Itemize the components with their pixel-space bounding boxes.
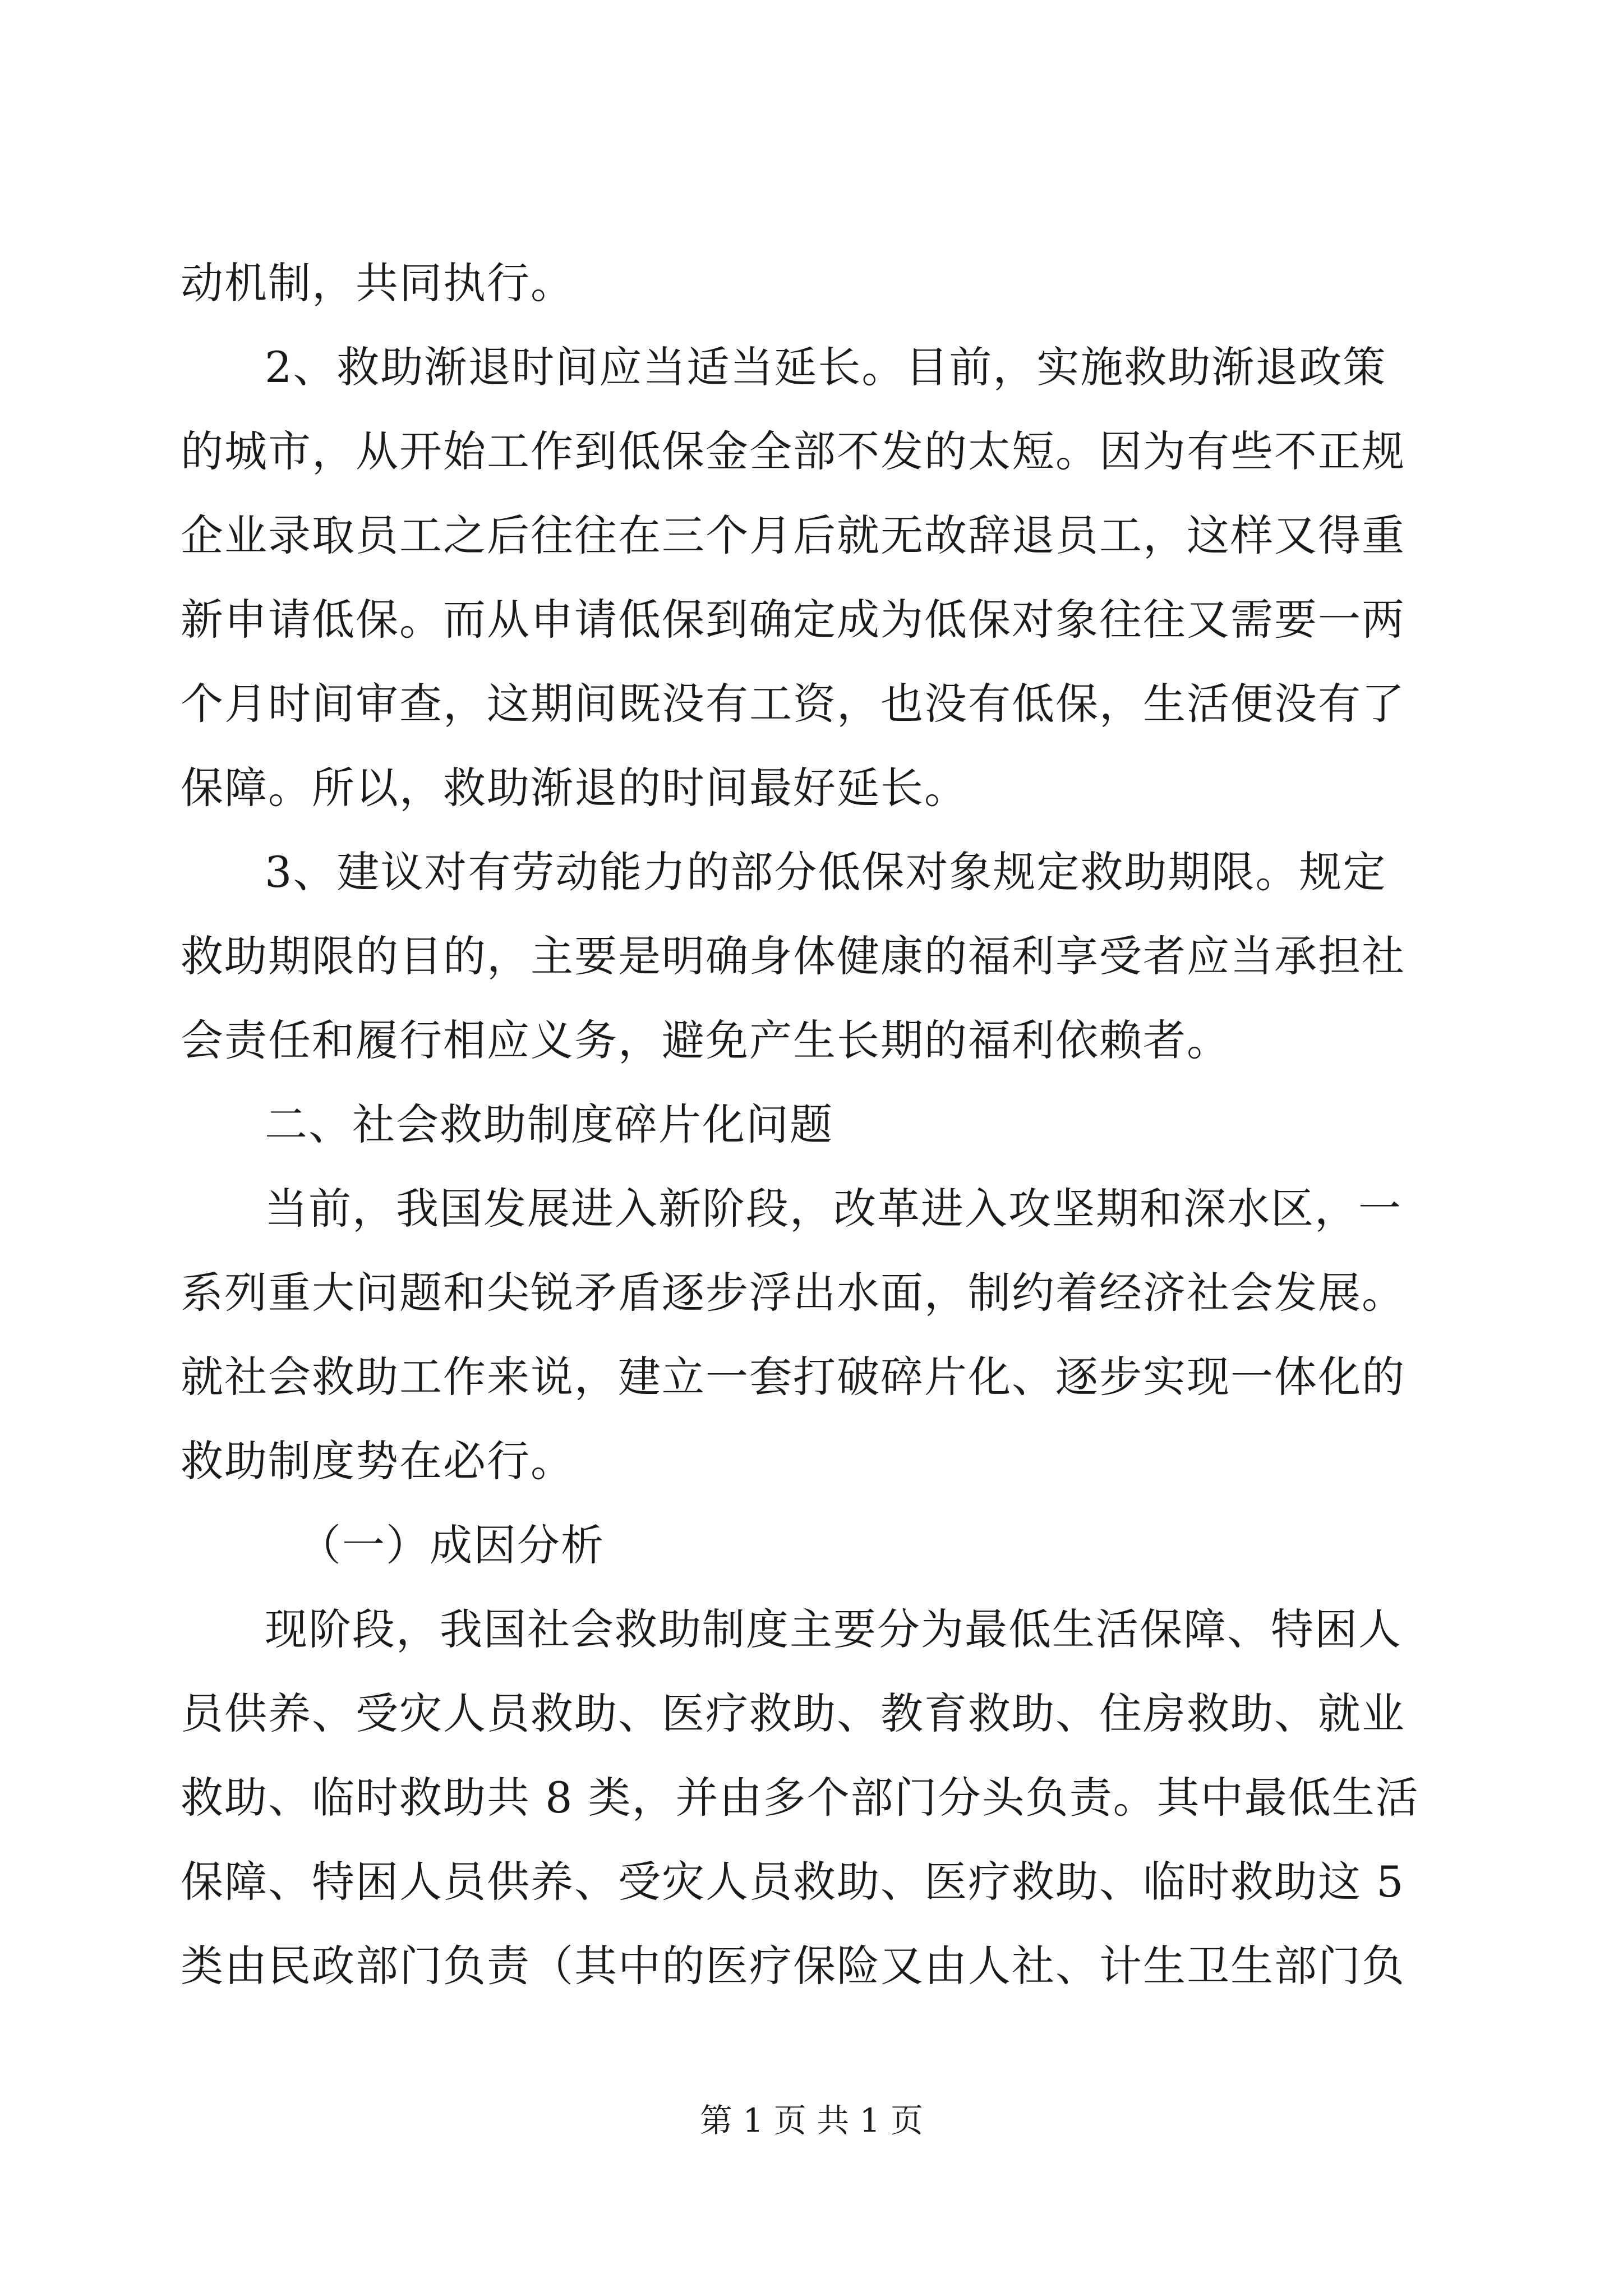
text-line: 保障、特困人员供养、受灾人员救助、医疗救助、临时救助这 5	[181, 1857, 1405, 1907]
section-heading: 二、社会救助制度碎片化问题	[265, 1099, 833, 1149]
text-line: 救助、临时救助共 8 类，并由多个部门分头负责。其中最低生活	[181, 1773, 1419, 1823]
text-line: 现阶段，我国社会救助制度主要分为最低生活保障、特困人	[265, 1604, 1402, 1654]
page-number-footer: 第 1 页 共 1 页	[700, 2101, 923, 2139]
text-line: 保障。所以，救助渐退的时间最好延长。	[181, 763, 968, 813]
text-line: 企业录取员工之后往往在三个月后就无故辞退员工，这样又得重	[181, 510, 1405, 560]
text-line: 救助期限的目的，主要是明确身体健康的福利享受者应当承担社	[181, 931, 1405, 981]
text-line: 的城市，从开始工作到低保金全部不发的太短。因为有些不正规	[181, 426, 1405, 476]
subsection-heading: （一）成因分析	[298, 1520, 605, 1570]
text-line: 就社会救助工作来说，建立一套打破碎片化、逐步实现一体化的	[181, 1352, 1405, 1402]
text-line: 新申请低保。而从申请低保到确定成为低保对象往往又需要一两	[181, 595, 1405, 645]
text-line: 当前，我国发展进入新阶段，改革进入攻坚期和深水区，一	[265, 1184, 1402, 1234]
text-line: 救助制度势在必行。	[181, 1436, 574, 1486]
text-line: 个月时间审查，这期间既没有工资，也没有低保，生活便没有了	[181, 679, 1405, 729]
text-line: 动机制，共同执行。	[181, 258, 574, 308]
text-line: 会责任和履行相应义务，避免产生长期的福利依赖者。	[181, 1015, 1230, 1065]
text-line: 3、建议对有劳动能力的部分低保对象规定救助期限。规定	[265, 847, 1387, 897]
text-line: 2、救助渐退时间应当适当延长。目前，实施救助渐退政策	[265, 342, 1387, 392]
text-line: 员供养、受灾人员救助、医疗救助、教育救助、住房救助、就业	[181, 1688, 1405, 1738]
text-line: 类由民政部门负责（其中的医疗保险又由人社、计生卫生部门负	[181, 1941, 1405, 1991]
text-line: 系列重大问题和尖锐矛盾逐步浮出水面，制约着经济社会发展。	[181, 1268, 1405, 1318]
